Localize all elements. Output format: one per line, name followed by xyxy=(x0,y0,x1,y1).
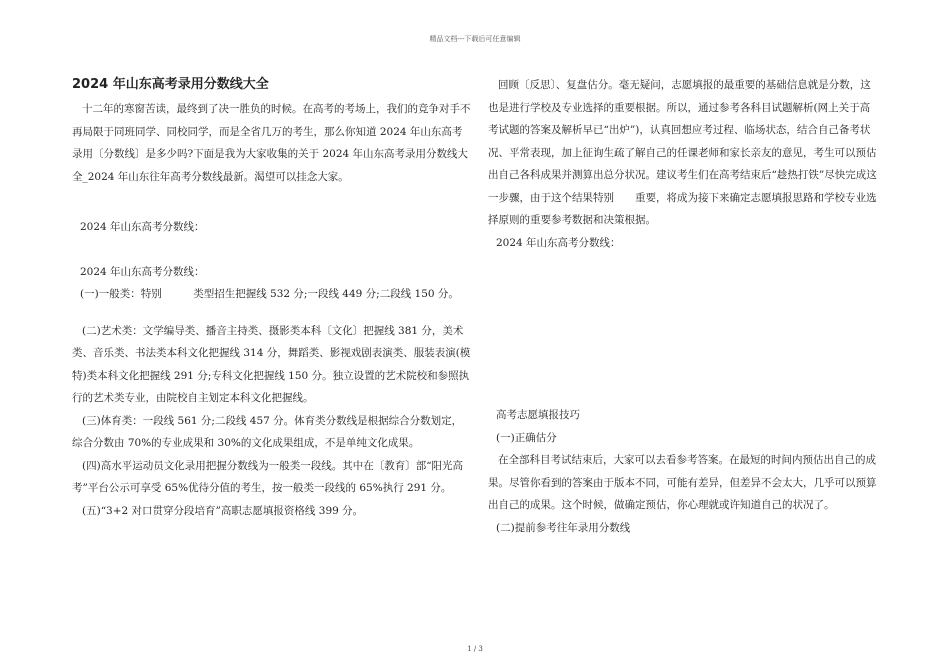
score-item-vocational: (五)“3+2 对口贯穿分段培育”高职志愿填报资格线 399 分。 xyxy=(82,504,364,517)
intro-paragraph: 十二年的寒窗苦读，最终到了决一胜负的时候。在高考的考场上，我们的竞争对手不再局限于同班同学、同校同学，而是全省几万的考生，那么你知道 2024 年山东高考录用〔分数线〕是多少吗?下面是我为大家收集的关于 2024 年山东高考录用分数线大全_2024 年山东往年高考分数线最新。渴望可以挂念大家。 xyxy=(72,103,471,183)
tip-heading-previous-scores: (二)提前参考往年录用分数线 xyxy=(496,521,631,534)
section-heading-tips: 高考志愿填报技巧 xyxy=(496,409,580,421)
score-item-general: (一)一般类：特别 类型招生把握线 532 分;一段线 449 分;二段线 150 分。 xyxy=(80,288,459,300)
page-header: 精品文档---下载后可任意编辑 xyxy=(429,35,521,43)
score-item-sports: (三)体育类：一段线 561 分;二段线 457 分。体育类分数线是根据综合分数划定，综合分数由 70%的专业成果和 30%的文化成果组成，不是单纯文化成果。 xyxy=(72,414,463,449)
section-heading-scores-2: 2024 年山东高考分数线： xyxy=(80,265,205,278)
right-column xyxy=(488,74,880,539)
review-paragraph: 回顾〔反思〕、复盘估分。毫无疑问，志愿填报的最重要的基础信息就是分数，这也是进行学校及专业选择的重要根据。所以，通过参考各科目试题解析(网上关于高考试题的答案及解析早已“出炉”)，认真回想应考过程、临场状态，结合自己备考状况、平常表现，加上征询生疏了解自己的任课老师和家长亲友的意见，考生可以预估出自己各科成果并测算出总分状况。建议考生们在高考结束后“趁热打铁”尽快完成这一步骤，由于这个结果特别 重要，将成为接下来确定志愿填报思路和学校专业选择原则的重要参考数据和决策根据。 xyxy=(488,79,877,226)
left-column xyxy=(72,74,472,522)
section-heading-scores-3: 2024 年山东高考分数线： xyxy=(496,236,621,249)
score-item-athletes: (四)高水平运动员文化录用把握分数线为一般类一段线。其中在〔教育〕部“阳光高考”平台公示可享受 65%优待分值的考生，按一般类一段线的 65%执行 291 分。 xyxy=(72,459,464,494)
tip-paragraph-estimate: 在全部科目考试结束后，大家可以去看参考答案。在最短的时间内预估出自己的成果。尽管你看到的答案由于版本不同，可能有差异，但差异不会太大，几乎可以预算出自己的成果。这个时候，做确定预估，你心理就或许知道自己的状况了。 xyxy=(488,454,877,511)
document-title: 2024 年山东高考录用分数线大全 xyxy=(72,77,269,92)
tip-heading-estimate: (一)正确估分 xyxy=(496,431,557,444)
page-number: 1 / 3 xyxy=(467,645,483,653)
section-heading-scores-1: 2024 年山东高考分数线： xyxy=(80,221,205,233)
score-item-art: (二)艺术类：文学编导类、播音主持类、摄影类本科〔文化〕把握线 381 分，美术类、音乐类、书法类本科文化把握线 314 分，舞蹈类、影视戏剧表演类、服装表演(模特)类本科文化把握线 291 分;专科文化把握线 150 分。独立设置的艺术院校和参照执行的艺术类专业，由院校自主划定本科文化把握线。 xyxy=(72,324,471,404)
